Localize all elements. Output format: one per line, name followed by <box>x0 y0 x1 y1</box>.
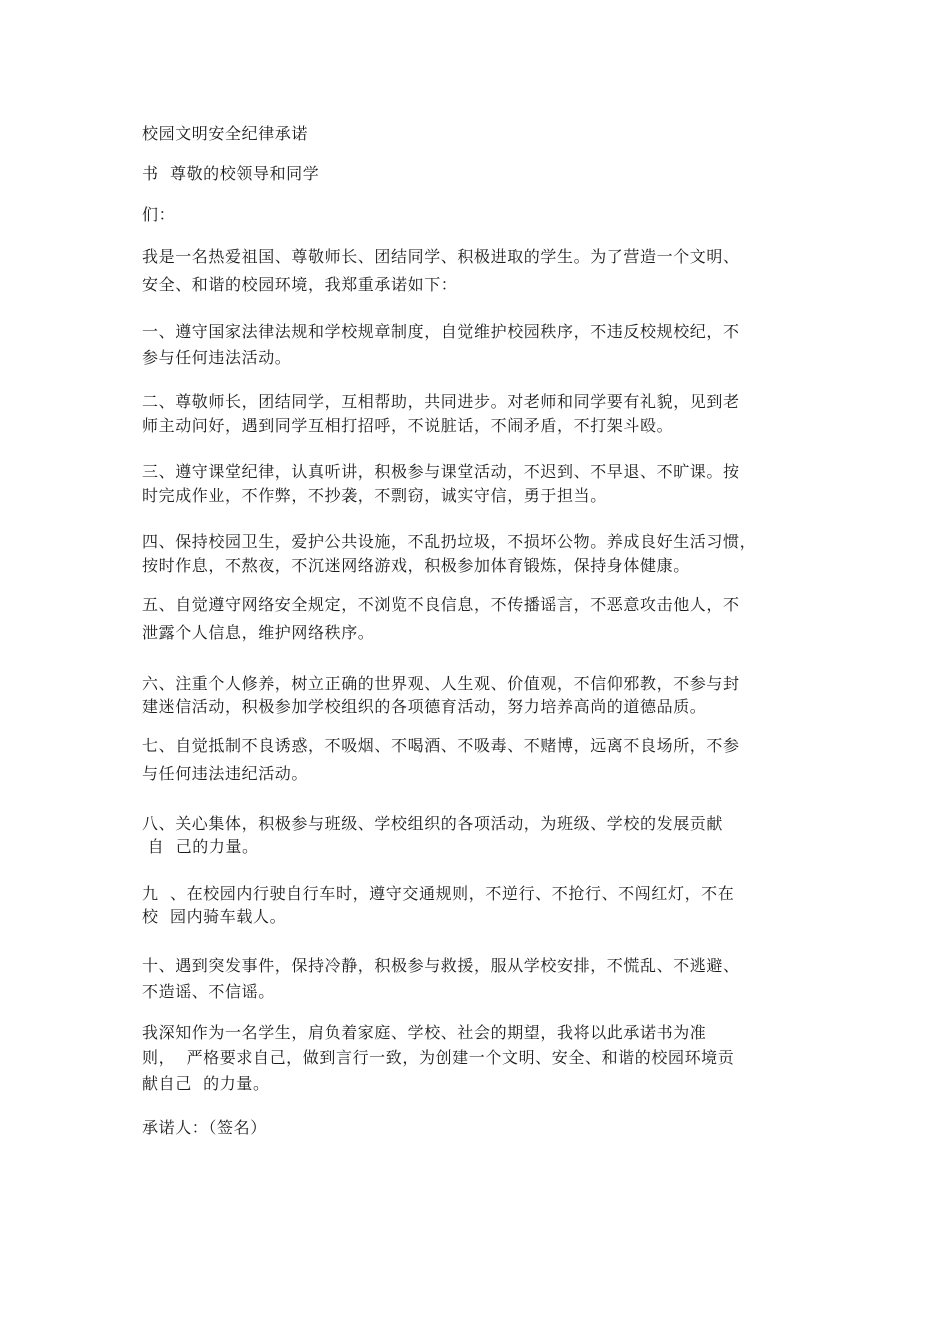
item-7-line-2: 与任何违法违纪活动。 <box>142 764 309 783</box>
item-1-line-2: 参与任何违法活动。 <box>142 348 292 367</box>
item-8-line-1: 八、关心集体，积极参与班级、学校组织的各项活动，为班级、学校的发展贡献 <box>142 814 724 833</box>
item-1-line-1: 一、遵守国家法律法规和学校规章制度，自觉维护校园秩序，不违反校规校纪，不 <box>142 322 740 341</box>
item-8-line-2: 自 己的力量。 <box>142 837 259 856</box>
item-2-line-2: 师主动问好，遇到同学互相打招呼，不说脏话，不闹矛盾，不打架斗殴。 <box>142 416 674 435</box>
item-5-line-1: 五、自觉遵守网络安全规定，不浏览不良信息，不传播谣言，不恶意攻击他人，不 <box>142 595 740 614</box>
closing-line-2: 则， 严格要求自己，做到言行一致，为创建一个文明、安全、和谐的校园环境贡 <box>142 1048 735 1067</box>
item-10-line-1: 十、遇到突发事件，保持冷静，积极参与救援，服从学校安排，不慌乱、不逃避、 <box>142 956 740 975</box>
title-line-2: 书 尊敬的校领导和同学 <box>142 164 320 183</box>
item-9-line-1: 九 、在校园内行驶自行车时，遵守交通规则，不逆行、不抢行、不闯红灯，不在 <box>142 884 735 903</box>
item-9-line-2: 校 园内骑车载人。 <box>142 907 287 926</box>
intro-line-2: 安全、和谐的校园环境，我郑重承诺如下： <box>142 275 458 294</box>
signature-line: 承诺人：（签名） <box>142 1118 267 1137</box>
item-3-line-2: 时完成作业，不作弊，不抄袭，不剽窃，诚实守信，勇于担当。 <box>142 486 607 505</box>
intro-line-1: 我是一名热爱祖国、尊敬师长、团结同学、积极进取的学生。为了营造一个文明、 <box>142 247 740 266</box>
salutation-line: 们： <box>142 205 176 224</box>
item-6-line-1: 六、注重个人修养，树立正确的世界观、人生观、价值观，不信仰邪教，不参与封 <box>142 674 740 693</box>
closing-line-3: 献自己 的力量。 <box>142 1074 270 1093</box>
item-3-line-1: 三、遵守课堂纪律，认真听讲，积极参与课堂活动，不迟到、不早退、不旷课。按 <box>142 462 740 481</box>
item-6-line-2: 建迷信活动，积极参加学校组织的各项德育活动，努力培养高尚的道德品质。 <box>142 697 707 716</box>
item-10-line-2: 不造谣、不信谣。 <box>142 982 275 1001</box>
item-4-line-1: 四、保持校园卫生，爱护公共设施，不乱扔垃圾，不损坏公物。养成良好生活习惯， <box>142 532 757 551</box>
item-5-line-2: 泄露个人信息，维护网络秩序。 <box>142 623 375 642</box>
item-2-line-1: 二、尊敬师长，团结同学，互相帮助，共同进步。对老师和同学要有礼貌，见到老 <box>142 392 740 411</box>
item-4-line-2: 按时作息，不熬夜，不沉迷网络游戏，积极参加体育锻炼，保持身体健康。 <box>142 556 690 575</box>
item-7-line-1: 七、自觉抵制不良诱惑，不吸烟、不喝酒、不吸毒、不赌博，远离不良场所，不参 <box>142 736 740 755</box>
title-line-1: 校园文明安全纪律承诺 <box>142 124 309 143</box>
closing-line-1: 我深知作为一名学生，肩负着家庭、学校、社会的期望，我将以此承诺书为准 <box>142 1023 707 1042</box>
